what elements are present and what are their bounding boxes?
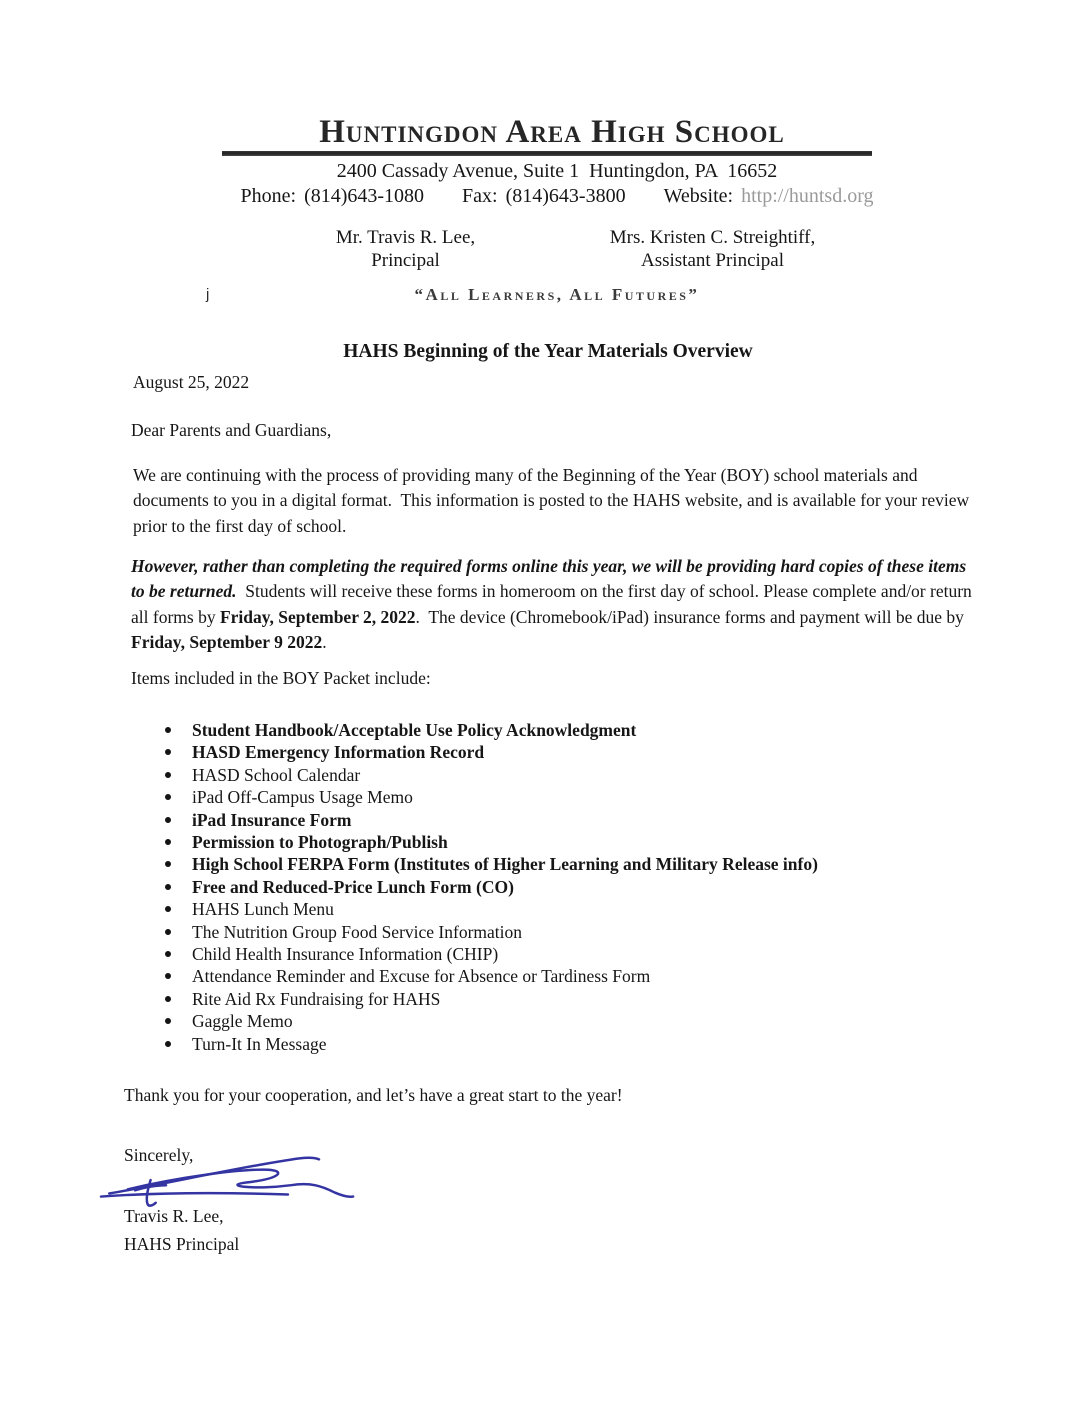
due-date-insurance: Friday, September 9 2022: [131, 632, 323, 653]
list-item-label: Student Handbook/Acceptable Use Policy Acknowledgment: [192, 720, 637, 740]
bullet-icon: [165, 839, 171, 845]
principal-block: [252, 226, 559, 272]
paragraph-text: . The device (Chromebook/iPad) insurance forms and payment will be due by: [415, 606, 969, 627]
list-item: [159, 831, 959, 853]
list-item: [159, 988, 959, 1010]
bullet-icon: [165, 772, 171, 778]
list-item-label: Rite Aid Rx Fundraising for HAHS: [192, 988, 441, 1009]
list-item-label: Child Health Insurance Information (CHIP): [192, 944, 499, 965]
website-link[interactable]: http://huntsd.org: [741, 185, 874, 207]
emphasis-hard-copies: However, rather than completing the required forms online this year, we will be providing hard copies of these items to be returned.: [131, 556, 971, 602]
closing-line: Thank you for your cooperation, and let’s have a great start to the year!: [124, 1085, 623, 1105]
bullet-icon: [165, 1041, 171, 1047]
sign-off: Sincerely,: [124, 1145, 194, 1165]
paragraph-hard-copies: [131, 554, 979, 656]
bullet-icon: [165, 884, 171, 890]
list-item-label: The Nutrition Group Food Service Information: [192, 921, 523, 942]
list-item-label: HAHS Lunch Menu: [192, 899, 334, 920]
list-item: [159, 719, 959, 741]
paragraph-text: Students will receive these forms in homeroom on the first day of school. Please complete and/or return all forms by: [131, 581, 977, 627]
list-item-label: iPad Off-Campus Usage Memo: [192, 787, 413, 808]
bullet-icon: [165, 749, 171, 755]
fax-segment: [462, 185, 626, 207]
website-segment: [664, 185, 874, 207]
bullet-icon: [165, 906, 171, 912]
due-date-forms: Friday, September 2, 2022: [219, 606, 416, 627]
list-item: [159, 809, 959, 831]
list-item-label: iPad Insurance Form: [192, 809, 352, 830]
list-item: [159, 1010, 959, 1032]
list-item: [159, 764, 959, 786]
list-item: [159, 1033, 959, 1055]
contact-line: [162, 185, 952, 208]
list-item: [159, 943, 959, 965]
paragraph-digital-format: We are continuing with the process of providing many of the Beginning of the Year (BOY) school materials and documents to you in a digital format. This information is posted to the HAHS website, and is available for your review prior to the first day of school.: [133, 465, 974, 536]
list-item: [159, 786, 959, 808]
signature-name: Travis R. Lee,: [124, 1206, 224, 1226]
list-item: [159, 741, 959, 763]
phone-segment: [241, 185, 425, 207]
list-item-label: Free and Reduced-Price Lunch Form (CO): [192, 876, 514, 897]
administrators-block: [252, 226, 866, 272]
list-item: [159, 921, 959, 943]
list-item-label: Permission to Photograph/Publish: [192, 832, 448, 853]
list-intro: Items included in the BOY Packet include:: [131, 668, 431, 688]
fax-label: Fax:: [462, 185, 498, 207]
assistant-principal-title: Assistant Principal: [640, 250, 785, 271]
scan-artifact-mark: j: [206, 286, 210, 303]
letter-title: HAHS Beginning of the Year Materials Overview: [343, 341, 753, 362]
website-label: Website:: [663, 185, 734, 207]
principal-name: Mr. Travis R. Lee,: [335, 227, 476, 248]
list-item-label: HASD Emergency Information Record: [192, 742, 485, 763]
bullet-icon: [165, 996, 171, 1002]
bullet-icon: [165, 817, 171, 823]
assistant-principal-block: [559, 226, 866, 272]
fax-number: (814)643-3800: [505, 185, 626, 207]
list-item-label: Turn-It In Message: [192, 1033, 327, 1054]
bullet-icon: [165, 929, 171, 935]
list-item-label: Gaggle Memo: [192, 1011, 293, 1032]
boy-packet-list: [159, 719, 959, 1055]
list-item-label: Attendance Reminder and Excuse for Absence or Tardiness Form: [192, 966, 651, 987]
bullet-icon: [165, 727, 171, 733]
phone-number: (814)643-1080: [304, 185, 425, 207]
bullet-icon: [165, 1018, 171, 1024]
list-item: [159, 853, 959, 875]
list-item-label: HASD School Calendar: [192, 764, 361, 785]
letter-date: August 25, 2022: [133, 372, 250, 392]
salutation: Dear Parents and Guardians,: [131, 420, 332, 440]
paragraph-text: .: [322, 632, 327, 653]
school-motto: “All Learners, All Futures”: [414, 285, 700, 304]
bullet-icon: [165, 951, 171, 957]
school-name-heading: Huntingdon Area High School: [319, 114, 785, 150]
principal-title: Principal: [371, 250, 440, 271]
list-item: [159, 876, 959, 898]
bullet-icon: [165, 973, 171, 979]
list-item-label: High School FERPA Form (Institutes of Higher Learning and Military Release info): [192, 854, 818, 875]
list-item: [159, 898, 959, 920]
signature-scribble-icon: [96, 1148, 356, 1210]
school-address: 2400 Cassady Avenue, Suite 1 Huntingdon, PA 16652: [336, 160, 778, 182]
bullet-icon: [165, 794, 171, 800]
bullet-icon: [165, 861, 171, 867]
signature-title: HAHS Principal: [124, 1234, 240, 1254]
assistant-principal-name: Mrs. Kristen C. Streightiff,: [609, 227, 816, 248]
list-item: [159, 965, 959, 987]
handwritten-signature: [96, 1148, 356, 1210]
letterhead-divider: [222, 151, 872, 156]
phone-label: Phone:: [240, 185, 297, 207]
